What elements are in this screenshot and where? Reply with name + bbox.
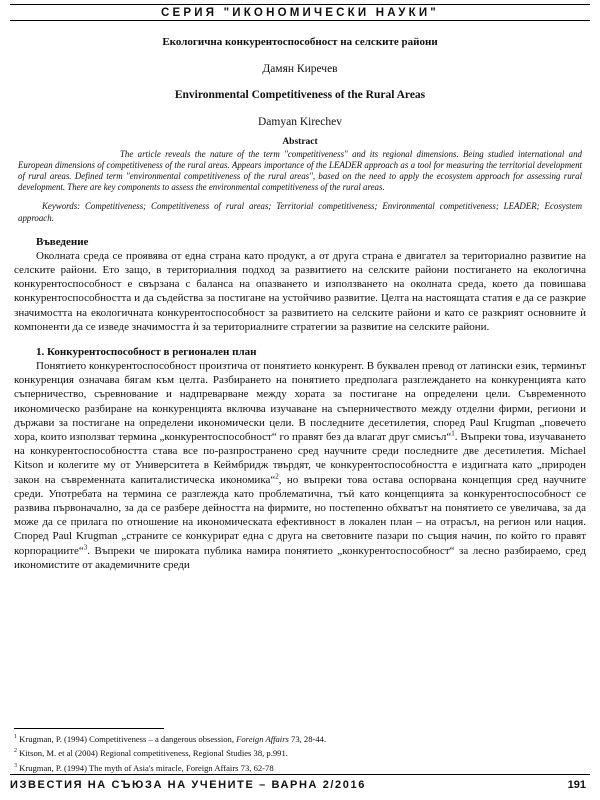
abstract-heading: Abstract [282, 137, 318, 147]
page-number: 191 [567, 779, 586, 791]
footnote-text: Krugman, P. (1994) The myth of Asia's miracle, Foreign Affairs 73, 62-78 [17, 762, 274, 773]
section-1-text-part-2: . Въпреки това, изучаването на конкурентоспособността става все по-разпространено сред научните среди последните две десетилетия. Michael Kitson и колегите му от Университета в Кеймбридж твърдят, че конкурентоспособността е издигната като „природен закон на съвременната капиталистическа икономика“ [14, 430, 586, 486]
footnote-number: 1 [14, 734, 17, 740]
footnote-ref-3[interactable]: 3 [83, 542, 88, 551]
footnote-ref-2[interactable]: 2 [275, 471, 279, 480]
footnote-divider [14, 728, 164, 729]
footnote-number: 3 [14, 762, 17, 769]
footnote-2 [14, 745, 586, 759]
article-title-bg: Екологична конкурентоспособност на селските райони [162, 36, 438, 48]
author-name-en: Damyan Kirechev [258, 116, 342, 128]
section-1-text-part-1: Понятието конкурентоспособност произтича от понятието конкурент. В буквален превод от латински език, терминът конкуренция означава бягам към целта. Разбирането на понятието предполага разглеждането на конкуренцията като съперничество, съревнование и надпреварване между хората за постигане на определени цели. Съвременното икономическо разбиране на конкуренцията включва изучаване на съперничеството между отделни фирми, региони и държави за постигане на определени икономически цели. В последните десетилетия, според Paul Krugman „повечето хора, които използват термина „конкурентоспособност“ го правят без да влагат друг смисъл“ [14, 359, 586, 443]
footnote-text: Kitson, M. et al (2004) Regional competitiveness, Regional Studies 38, p.991. [17, 748, 288, 759]
author-name-bg: Дамян Киречев [262, 63, 338, 75]
journal-name: ИЗВЕСТИЯ НА СЪЮЗА НА УЧЕНИТЕ – ВАРНА 2/2016 [10, 779, 366, 791]
footnote-text-end: 73, 28-44. [288, 733, 327, 744]
footnote-journal: Foreign Affairs [236, 733, 289, 744]
footnote-number: 2 [14, 748, 17, 755]
page-footer [10, 774, 590, 791]
series-header [10, 4, 590, 21]
article-body [14, 36, 586, 572]
intro-heading: Въведение [36, 235, 89, 248]
section-1-text-part-3: , но въпреки това остава оспорвана концепция сред научните среди. Употребата на термина се разглежда като проблематична, тъй като концепцията за конкурентоспособност се развива първоначално, за да се разбере дейността на фирмите, но постепенно обхватът на понятието се увеличава, за да може да се прилага по отношение на икономическата ефективност в локален план – на отрасъл, на регион или нация. Според Paul Krugman „страните се конкурират една с друга на световните пазари по същия начин, по който го правят корпорациите“ [14, 473, 586, 557]
section-1-paragraph [14, 359, 586, 572]
footnote-3 [14, 760, 586, 774]
section-1-heading: 1. Конкурентоспособност в регионален план [36, 345, 257, 358]
footnotes [14, 728, 586, 774]
intro-paragraph: Околната среда се проявява от една страна като продукт, а от друга страна е двигател за териториално развитие на селските райони. Ето защо, в териториалния подход за развитието на селските райони постигането на екологична конкурентоспособност е свързана с баланса на опазването и използването на околната среда, което да повишава конкурентоспособността и да съдейства за постигане на устойчиво развитие. Целта на настоящата статия е да се разкрие значимостта на екологичната конкурентоспособност за развитието на селските райони и като се разкрият основните ѝ компоненти да се изведе значимостта ѝ за териториалните стратегии за развитие на селските райони. [14, 249, 586, 333]
abstract-text: The article reveals the nature of the term "competitiveness" and its regional dimensions. Being studied international and European dimensions of competitiveness of the rural areas. Appears importance of the LEADER approach as a tool for measuring the territorial development of rural areas. Defined term "environmental competitiveness of the rural areas", based on the need to apply the ecosystem approach for assessing rural development. There are key components to assess the environmental competitiveness of the rural areas. [18, 148, 582, 193]
series-title: СЕРИЯ "ИКОНОМИЧЕСКИ НАУКИ" [161, 7, 439, 19]
footnote-text: Krugman, P. (1994) Competitiveness – a dangerous obsession, [17, 733, 237, 744]
article-title-en: Environmental Competitiveness of the Rural Areas [174, 89, 426, 101]
keywords: Keywords: Competitiveness; Competitiveness of rural areas; Territorial competitiveness; Environmental competitiveness; LEADER; Ecosystem approach. [18, 201, 582, 223]
footnote-ref-1[interactable]: 1 [451, 429, 455, 438]
footnote-1 [14, 731, 586, 745]
section-1-text-part-4: . Въпреки че широката публика намира понятието „конкурентоспособност“ за лесно разбираемо, сред икономистите от академичните среди [14, 544, 586, 571]
